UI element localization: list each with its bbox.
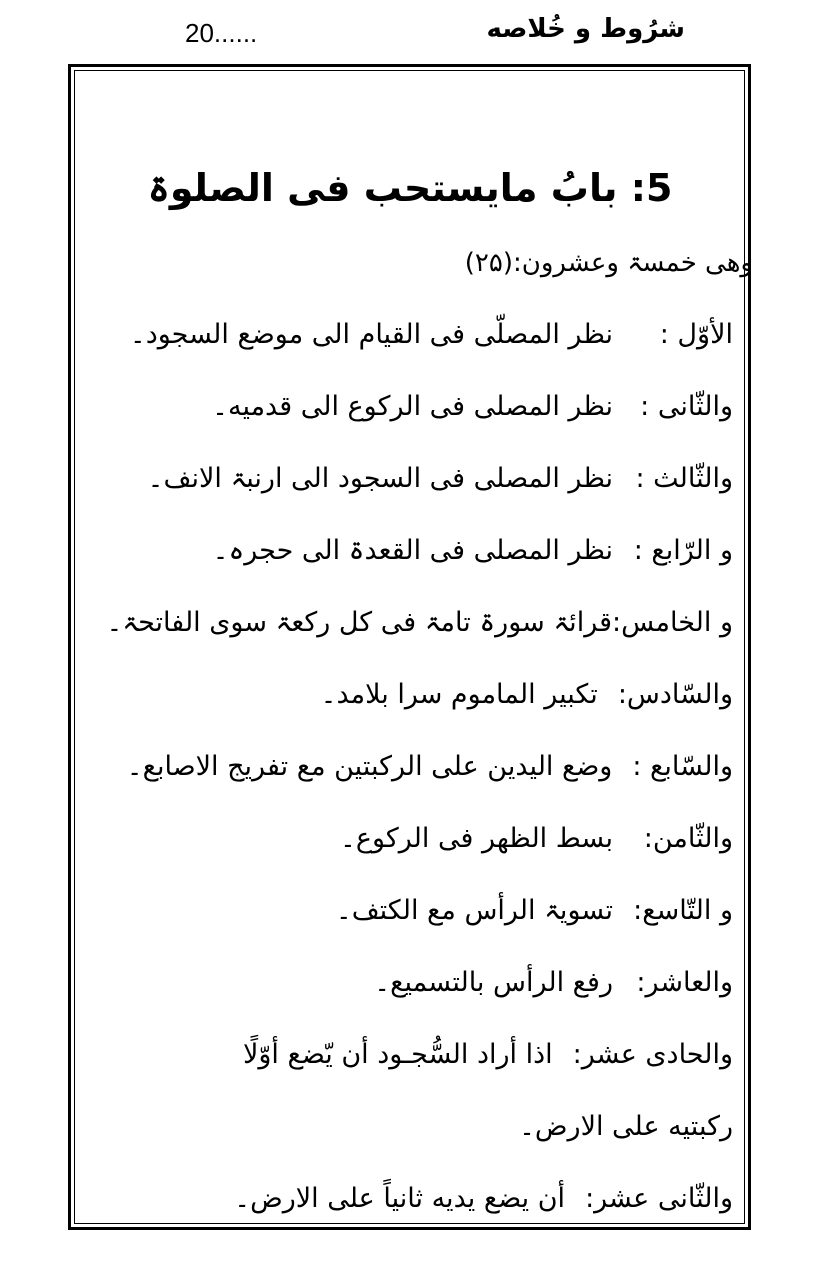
list-item <box>100 377 733 449</box>
item-text: تکبیر الماموم سرا بلامد۔ <box>320 679 598 710</box>
item-label: والثّانی عشر: <box>585 1183 733 1214</box>
item-label: والثّامن: <box>643 823 733 854</box>
list-item <box>100 809 733 881</box>
item-label: والعاشر: <box>636 967 733 998</box>
item-text: نظر المصلی فی السجود الی ارنبۃ الانف۔ <box>147 463 613 494</box>
item-text: نظر المصلی فی الرکوع الی قدمیه۔ <box>212 391 613 422</box>
item-text: بسط الظهر فی الرکوع۔ <box>340 823 613 854</box>
page-header <box>0 0 825 62</box>
item-text: رفع الرأس بالتسمیع۔ <box>374 967 613 998</box>
list-item-continuation <box>100 1097 733 1169</box>
list-item <box>100 521 733 593</box>
list-item <box>100 449 733 521</box>
list-item <box>100 737 733 809</box>
chapter-intro: وھی خمسۃ وعشرون:(۲۵) <box>464 248 753 278</box>
item-label: الأوّل : <box>659 319 733 350</box>
list-item <box>100 1169 733 1241</box>
item-label: و التّاسع: <box>633 895 733 926</box>
chapter-title: 5: بابُ مایستحب فی الصلوۃ <box>147 166 673 210</box>
list-item <box>100 1025 733 1097</box>
item-label: و الرّابع : <box>633 535 733 566</box>
list-item <box>100 881 733 953</box>
item-label: والسّابع : <box>632 751 733 782</box>
item-label: والحادی عشر: <box>572 1039 733 1070</box>
list-item <box>100 953 733 1025</box>
item-text: وضع الیدین علی الرکبتین مع تفریج الاصابع۔ <box>126 751 613 782</box>
item-text: رکبتیه علی الارض۔ <box>519 1111 733 1142</box>
item-text: نظر المصلی فی القعدۃ الی حجرہ۔ <box>212 535 613 566</box>
list-item <box>100 665 733 737</box>
item-label: و الخامس: <box>612 607 733 638</box>
mustahabbat-list <box>100 305 733 1241</box>
list-item <box>100 593 733 665</box>
item-label: والثّانی : <box>640 391 733 422</box>
item-text: اذا أراد السُّجـود أن یّضع أوّلًا <box>242 1039 553 1070</box>
item-label: والثّالث : <box>635 463 733 494</box>
item-text: نظر المصلّی فی القیام الی موضع السجود۔ <box>129 319 613 350</box>
item-label: والسّادس: <box>617 679 733 710</box>
list-item <box>100 305 733 377</box>
page-number: 20...... <box>185 18 258 48</box>
item-text: تسویۃ الرأس مع الکتف۔ <box>335 895 613 926</box>
item-text: أن یضع یدیه ثانیاً علی الارض۔ <box>234 1183 566 1214</box>
book-title: شرُوط و خُلاصه <box>486 14 685 44</box>
item-text: قرائۃ سورۃ تامۃ فی کل رکعۃ سوی الفاتحۃ۔ <box>106 607 612 638</box>
